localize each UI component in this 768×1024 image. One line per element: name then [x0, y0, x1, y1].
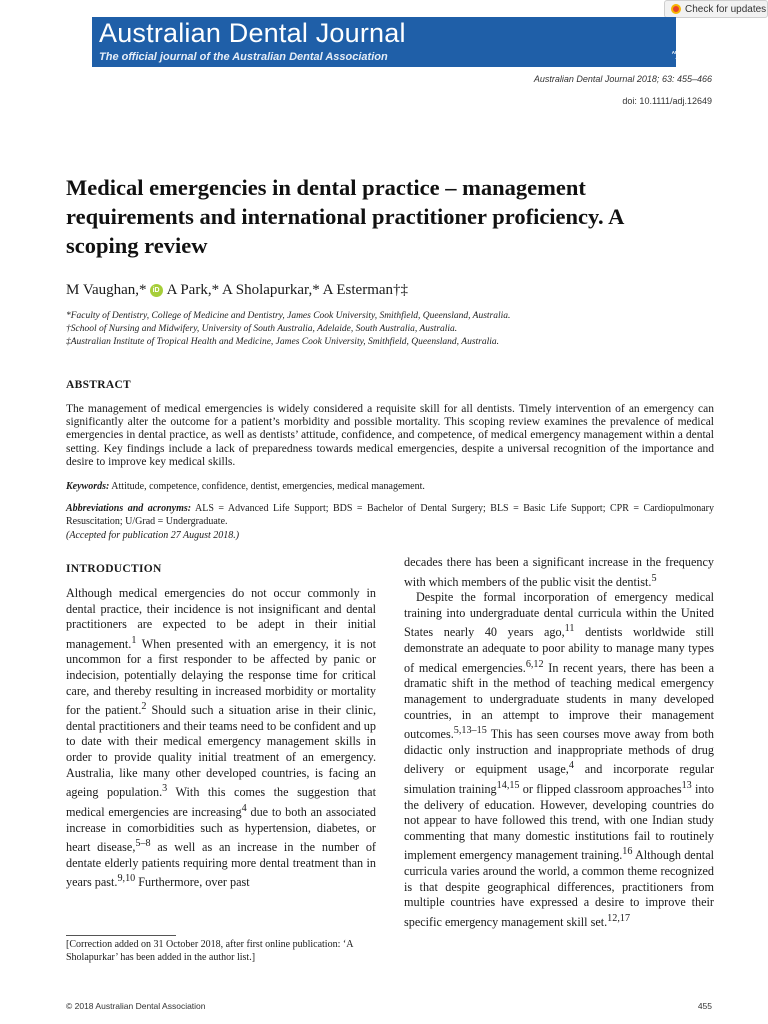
- intro-paragraph-1-cont: [404, 555, 714, 590]
- body-column-left: [66, 586, 376, 891]
- correction-footnote: [Correction added on 31 October 2018, after first online publication: ‘A Sholapurkar’ has been added in the author list.]: [66, 939, 353, 963]
- citation-ref[interactable]: 2: [141, 701, 147, 713]
- citation-ref[interactable]: 5: [651, 572, 657, 584]
- doi-link[interactable]: doi: 10.1111/adj.12649: [622, 96, 712, 106]
- text-run: Should such a situation arise in their clinic, dental practitioners and their teams need to be confident and up to date with their medical emergency management skills in order to provide quality initial treatment of an emergency. Australia, like many other developed countries, is facing an ageing population.: [66, 703, 376, 800]
- footnote-rule: [66, 935, 176, 936]
- check-updates-icon: [671, 4, 681, 14]
- affiliations: [66, 310, 706, 349]
- citation-ref[interactable]: 9,10: [117, 873, 136, 885]
- orcid-icon[interactable]: iD: [150, 284, 163, 297]
- citation-ref[interactable]: 4: [241, 802, 247, 814]
- text-run: Although dental curricula varies around the world, a common theme recognized is that despite geographical differences, practitioners from multiple countries have expressed a desire to improve their specific emergency management skill set.: [404, 848, 714, 929]
- author-others[interactable]: A Park,* A Sholapurkar,* A Esterman†‡: [166, 282, 409, 298]
- check-updates-label: Check for updates: [685, 3, 767, 15]
- ada-logo-caption: AUSTRALIAN DENTAL ASSOCIATION INC.: [671, 50, 721, 60]
- citation-ref[interactable]: 12,17: [607, 912, 631, 924]
- text-run: into the delivery of education. However, developing countries do not appear to have followed this trend, with one Indian study commenting that many domestic institutions fail to routinely implement emergency management training.: [404, 782, 714, 863]
- body-column-right: [404, 555, 714, 931]
- intro-paragraph-1: [66, 586, 376, 891]
- abstract-body: The management of medical emergencies is widely considered a requisite skill for all dentists. Timely intervention of an emergency can significantly alter the outcome for a patient’s morbidity and possible mortality. This scoping review examines the prevalence of medical emergencies in dental practice, as well as dentists’ attitude, confidence, and competence, of medical emergency management within a dental setting. Key findings include a lack of preparedness towards medical emergencies, despite a universal recognition of the importance and desire to improve key medical skills.: [66, 403, 714, 468]
- text-run: This has seen courses move away from both didactic only instruction and inappropriate methods of drug delivery or equipment usage,: [404, 727, 714, 777]
- page-number: 455: [697, 1001, 712, 1011]
- text-run: and incorporate regular simulation training: [404, 762, 714, 797]
- text-run: In recent years, there has been a dramatic shift in the method of teaching medical emergency management to undergraduate students in many developed countries, in an attempt to improve their management outcomes.: [404, 660, 714, 742]
- abstract-heading: ABSTRACT: [66, 379, 132, 391]
- citation-ref[interactable]: 5,13–15: [453, 725, 487, 737]
- journal-citation: Australian Dental Journal 2018; 63: 455–466: [533, 74, 712, 84]
- check-for-updates-button[interactable]: [664, 0, 768, 18]
- text-run: as well as an increase in the number of dentate elderly patients requiring more dental treatment than in years past.: [66, 840, 376, 890]
- abbreviations-text: ALS = Advanced Life Support; BDS = Bachelor of Dental Surgery; BLS = Basic Life Support; CPR = Cardiopulmonary Resuscitation; U/Grad = Undergraduate.: [66, 503, 714, 527]
- text-run: Despite the formal incorporation of emergency medical training into undergraduate dental curricula within the United States nearly 40 years ago,: [404, 590, 714, 640]
- text-run: When presented with an emergency, it is not uncommon for a first responder to be affected by panic or indecision, potentially delaying the response time for critical care, and thereby resulting in increased morbidity or mortality for the patient.: [66, 636, 376, 718]
- introduction-heading: INTRODUCTION: [66, 563, 162, 575]
- text-run: With this comes the suggestion that medical emergencies are increasing: [66, 785, 376, 819]
- author-vaughan[interactable]: M Vaughan,*: [66, 282, 147, 298]
- citation-ref[interactable]: 5–8: [135, 838, 151, 850]
- intro-paragraph-2: [404, 590, 714, 930]
- text-run: or flipped classroom approaches: [519, 782, 682, 797]
- journal-name: Australian Dental Journal: [99, 18, 406, 48]
- citation-ref[interactable]: 16: [622, 846, 633, 858]
- text-run: Although medical emergencies do not occur commonly in dental practice, their incidence is not insignificant and dental practitioners are expected to be adept in their initial management.: [66, 586, 376, 651]
- ada-logo-text: ADA: [685, 30, 709, 42]
- citation-ref[interactable]: 3: [162, 783, 168, 795]
- copyright-notice: © 2018 Australian Dental Association: [66, 1001, 206, 1011]
- affiliation-2: †School of Nursing and Midwifery, University of South Australia, Adelaide, South Australia, Australia.: [66, 324, 458, 334]
- citation-ref[interactable]: 11: [564, 623, 575, 635]
- keywords-text: Attitude, competence, confidence, dentist, emergencies, medical management.: [109, 481, 425, 492]
- citation-ref[interactable]: 4: [568, 760, 574, 772]
- text-run: decades there has been a significant increase in the frequency with which members of the public visit the dentist.: [404, 555, 714, 589]
- affiliation-1: *Faculty of Dentistry, College of Medicine and Dentistry, James Cook University, Smithfield, Queensland, Australia.: [66, 311, 511, 321]
- text-run: Furthermore, over past: [135, 875, 250, 890]
- journal-subtitle: The official journal of the Australian Dental Association: [99, 51, 388, 63]
- citation-ref[interactable]: 13: [681, 780, 692, 792]
- abbreviations-label: Abbreviations and acronyms:: [66, 503, 192, 514]
- text-run: due to both an associated increase in comorbidities such as hypertension, diabetes, or heart disease,: [66, 804, 376, 855]
- keywords-label: Keywords:: [66, 481, 110, 492]
- citation-ref[interactable]: 14,15: [496, 780, 520, 792]
- affiliation-3: ‡Australian Institute of Tropical Health and Medicine, James Cook University, Smithfield, Queensland, Australia.: [66, 337, 500, 347]
- keywords: [66, 480, 714, 493]
- abbreviations: [66, 502, 714, 528]
- citation-ref[interactable]: 1: [131, 634, 137, 646]
- author-list: [66, 282, 408, 299]
- article-title: Medical emergencies in dental practice – management requirements and international practitioner proficiency. A scoping review: [66, 175, 624, 258]
- citation-ref[interactable]: 6,12: [525, 658, 544, 670]
- text-run: dentists worldwide still demonstrate an adequate to poor ability to manage many types of medical emergencies.: [404, 625, 714, 675]
- accepted-date: (Accepted for publication 27 August 2018.): [66, 530, 240, 541]
